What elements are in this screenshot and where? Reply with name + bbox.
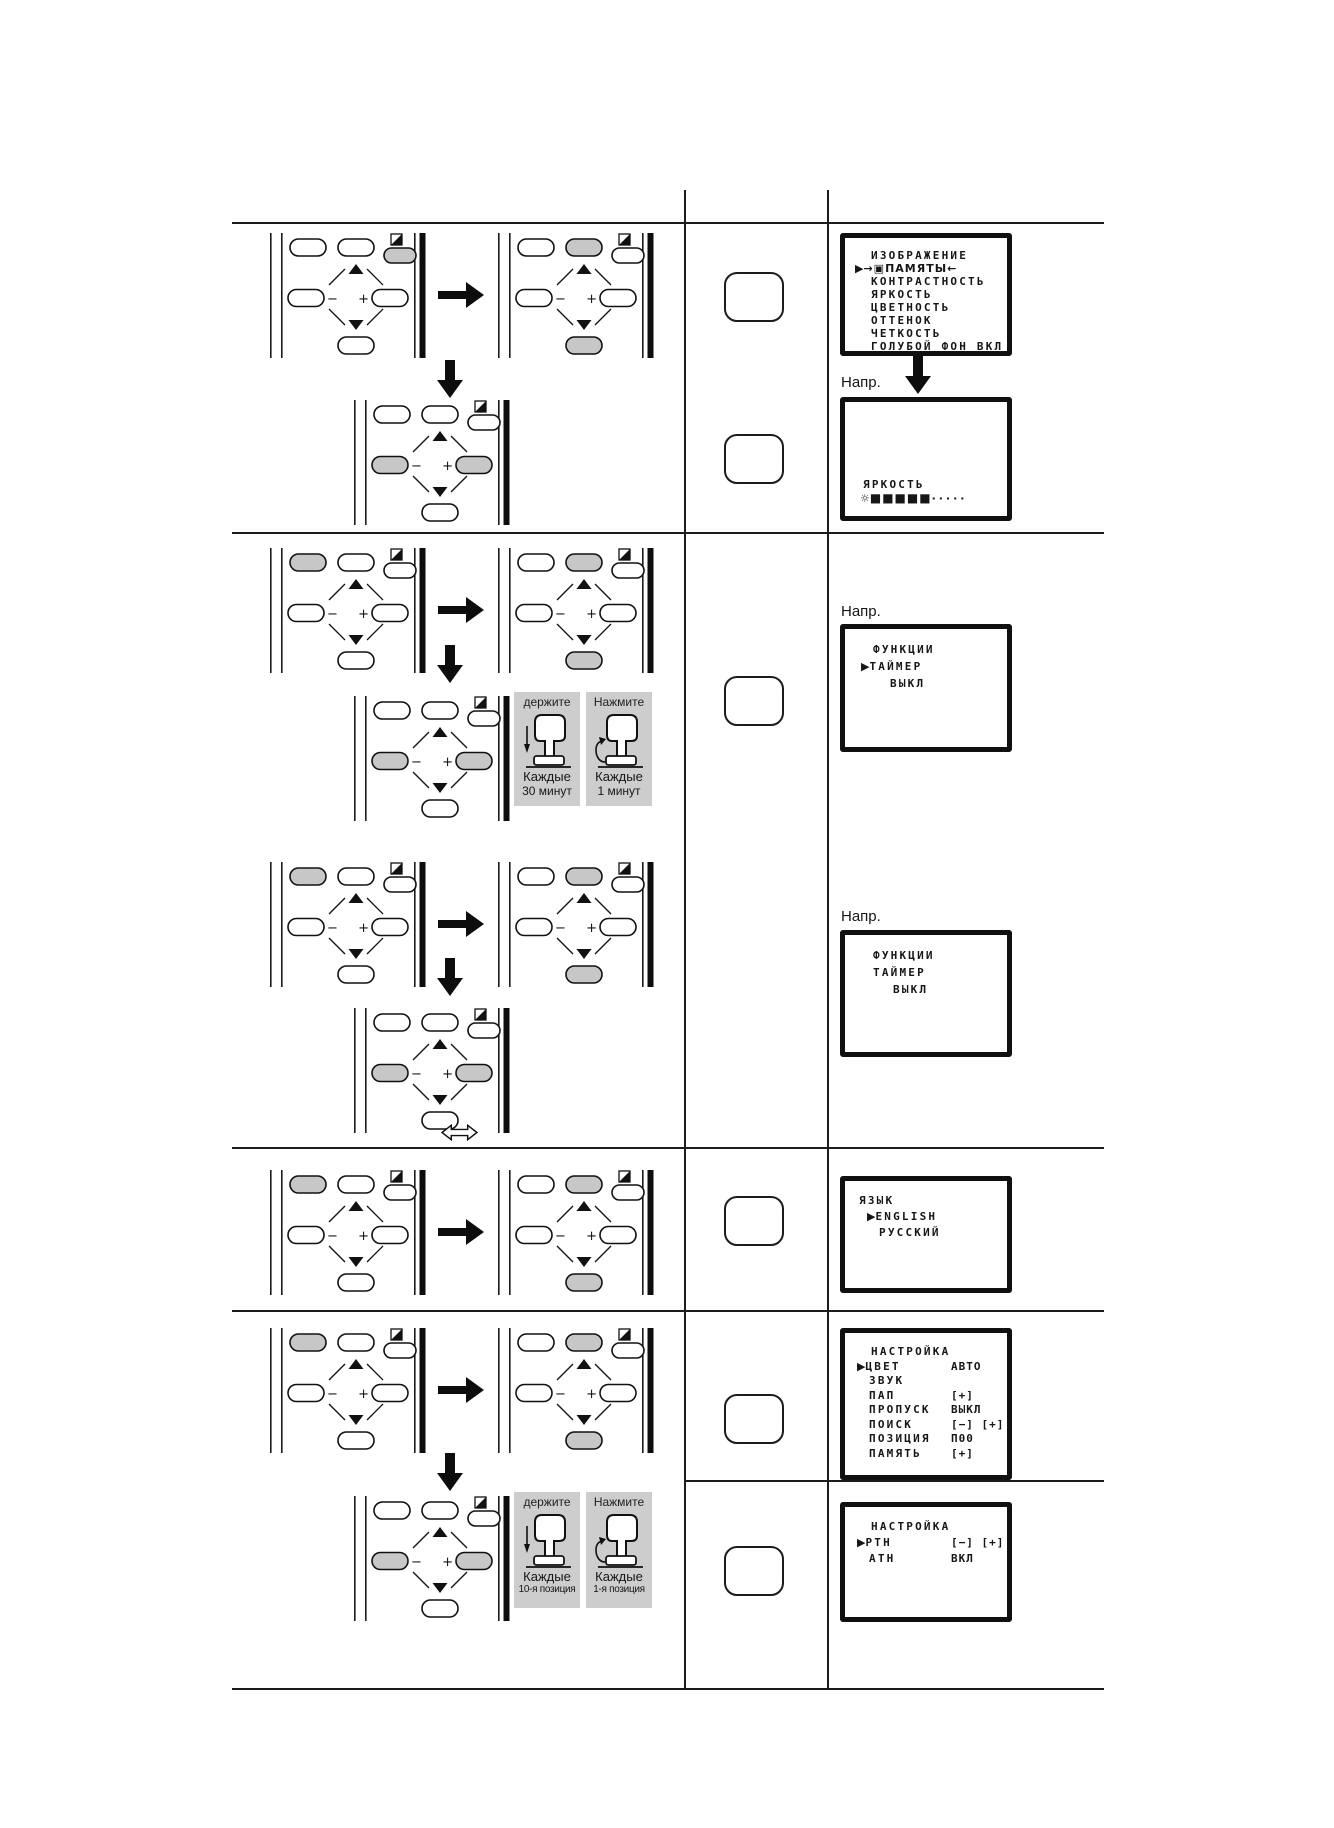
menu-item: ГОЛУБОЙ ФОН ВКЛ bbox=[871, 340, 1004, 353]
menu-item: ТАЙМЕР bbox=[873, 966, 926, 979]
menu-value: ВЫКЛ bbox=[951, 1403, 982, 1416]
remote-cluster-adjust-value bbox=[352, 1008, 512, 1133]
hand-press-hold-icon bbox=[523, 710, 571, 768]
remote-key-blank bbox=[724, 1546, 784, 1596]
remote-cluster-press-function bbox=[268, 1328, 428, 1453]
menu-item: ПАМЯТЬ bbox=[869, 1446, 922, 1460]
hand-press-once-icon bbox=[595, 1510, 643, 1568]
remote-cluster-select-item bbox=[496, 1170, 656, 1295]
remote-cluster-press-function bbox=[268, 548, 428, 673]
level-bar-filled: ■■■■■ bbox=[869, 491, 932, 505]
menu-title: ФУНКЦИИ bbox=[873, 643, 935, 656]
every-label: Каждые bbox=[523, 1569, 571, 1584]
step-arrow-down bbox=[437, 1453, 463, 1491]
every-label: Каждые bbox=[523, 769, 571, 784]
cursor-icon: ▶ bbox=[861, 660, 870, 673]
tv-screen-timer-off bbox=[840, 930, 1012, 1057]
hold-title: держите bbox=[523, 1495, 571, 1509]
step-arrow-right bbox=[438, 1377, 484, 1403]
remote-cluster-adjust-value bbox=[352, 1496, 512, 1621]
menu-title: ФУНКЦИИ bbox=[873, 949, 935, 962]
step-arrow-down bbox=[437, 645, 463, 683]
instruction-box-press bbox=[586, 692, 652, 806]
menu-value: ВКЛ bbox=[951, 1552, 974, 1565]
memory-item: →▣ПАМЯТЫ← bbox=[863, 262, 958, 275]
remote-cluster-adjust-value bbox=[352, 696, 512, 821]
tv-screen-timer-selected bbox=[840, 624, 1012, 752]
menu-item: КОНТРАСТНОСТЬ bbox=[871, 275, 986, 288]
menu-item: ТАЙМЕР bbox=[869, 660, 923, 673]
menu-value: П00 bbox=[951, 1432, 974, 1445]
remote-cluster-select-item bbox=[496, 1328, 656, 1453]
remote-cluster-adjust-value bbox=[352, 400, 512, 525]
example-label: Напр. bbox=[841, 374, 881, 391]
table-line-vertical-2 bbox=[827, 190, 829, 1690]
cursor-icon: ▶ bbox=[867, 1210, 876, 1223]
press-title: Нажмите bbox=[593, 695, 645, 709]
example-label: Напр. bbox=[841, 908, 881, 925]
table-line-4 bbox=[232, 1310, 1104, 1312]
brightness-icon: ☼ bbox=[860, 492, 870, 505]
menu-value: АВТО bbox=[951, 1359, 982, 1373]
tv-screen-tuning-menu bbox=[840, 1328, 1012, 1480]
menu-value: ВЫКЛ bbox=[893, 983, 929, 996]
menu-item: РТН bbox=[865, 1536, 892, 1549]
menu-title: НАСТРОЙКА bbox=[871, 1520, 951, 1533]
menu-item: РУССКИЙ bbox=[879, 1226, 941, 1239]
hand-press-hold-icon bbox=[523, 1510, 571, 1568]
remote-cluster-press-menu bbox=[268, 233, 428, 358]
menu-item: ЧЕТКОСТЬ bbox=[871, 327, 942, 340]
cursor-icon: ▶ bbox=[855, 262, 864, 275]
menu-item: ЦВЕТНОСТЬ bbox=[871, 301, 951, 314]
level-bar-empty: ····· bbox=[931, 492, 968, 505]
table-line-bottom bbox=[232, 1688, 1104, 1690]
menu-item: ПАП bbox=[869, 1388, 896, 1402]
result-arrow-down bbox=[905, 356, 931, 394]
menu-value: [−] [+] bbox=[951, 1536, 1005, 1549]
remote-key-blank bbox=[724, 1196, 784, 1246]
toggle-arrow-left-right bbox=[441, 1124, 479, 1141]
hand-press-once-icon bbox=[595, 710, 643, 768]
menu-value: [+] bbox=[951, 1388, 974, 1402]
menu-title: ЯЗЫК bbox=[859, 1194, 895, 1207]
menu-value: [−] [+] bbox=[951, 1417, 1005, 1431]
menu-item: ПОИСК bbox=[869, 1417, 914, 1431]
step-arrow-right bbox=[438, 597, 484, 623]
remote-cluster-select-item bbox=[496, 233, 656, 358]
menu-item: ПОЗИЦИЯ bbox=[869, 1432, 931, 1445]
remote-cluster-select-item bbox=[496, 862, 656, 987]
tv-screen-tuning-rtn bbox=[840, 1502, 1012, 1622]
menu-item: ENGLISH bbox=[875, 1210, 938, 1223]
tv-screen-language bbox=[840, 1176, 1012, 1293]
menu-title: НАСТРОЙКА bbox=[871, 1345, 951, 1358]
every-label: Каждые bbox=[595, 1569, 643, 1584]
menu-item: ОТТЕНОК bbox=[871, 314, 933, 327]
menu-item: ЯРКОСТЬ bbox=[871, 288, 933, 301]
example-label: Напр. bbox=[841, 603, 881, 620]
menu-item: ЗВУК bbox=[869, 1374, 905, 1387]
menu-value: ВЫКЛ bbox=[890, 677, 926, 690]
step-arrow-down bbox=[437, 360, 463, 398]
cursor-icon: ▶ bbox=[857, 1359, 866, 1373]
menu-value: [+] bbox=[951, 1446, 974, 1460]
interval-label: 30 минут bbox=[522, 784, 572, 798]
table-line-3 bbox=[232, 1147, 1104, 1149]
table-line-2 bbox=[232, 532, 1104, 534]
interval-label: 1-я позиция bbox=[593, 1584, 645, 1595]
step-arrow-down bbox=[437, 958, 463, 996]
step-arrow-right bbox=[438, 282, 484, 308]
press-title: Нажмите bbox=[593, 1495, 645, 1509]
remote-cluster-press-function bbox=[268, 862, 428, 987]
table-line-top bbox=[232, 222, 1104, 224]
remote-key-blank bbox=[724, 434, 784, 484]
hold-title: держите bbox=[523, 695, 571, 709]
step-arrow-right bbox=[438, 911, 484, 937]
osd-label: ЯРКОСТЬ bbox=[863, 478, 925, 491]
instruction-box-hold bbox=[514, 1492, 580, 1608]
tv-screen-picture-menu bbox=[840, 233, 1012, 356]
remote-cluster-press-function bbox=[268, 1170, 428, 1295]
remote-key-blank bbox=[724, 676, 784, 726]
instruction-box-hold bbox=[514, 692, 580, 806]
interval-label: 1 минут bbox=[597, 784, 641, 798]
table-line-5-partial bbox=[686, 1480, 1104, 1482]
step-arrow-right bbox=[438, 1219, 484, 1245]
menu-item: АТН bbox=[869, 1552, 896, 1565]
remote-key-blank bbox=[724, 272, 784, 322]
menu-item: ПРОПУСК bbox=[869, 1403, 931, 1416]
menu-title: ИЗОБРАЖЕНИЕ bbox=[871, 249, 969, 262]
menu-item: ЦВЕТ bbox=[865, 1359, 901, 1373]
table-line-vertical-1 bbox=[684, 190, 686, 1690]
remote-key-blank bbox=[724, 1394, 784, 1444]
interval-label: 10-я позиция bbox=[518, 1584, 576, 1595]
tv-screen-brightness bbox=[840, 397, 1012, 521]
every-label: Каждые bbox=[595, 769, 643, 784]
instruction-box-press bbox=[586, 1492, 652, 1608]
remote-cluster-select-item bbox=[496, 548, 656, 673]
cursor-icon: ▶ bbox=[857, 1536, 866, 1549]
